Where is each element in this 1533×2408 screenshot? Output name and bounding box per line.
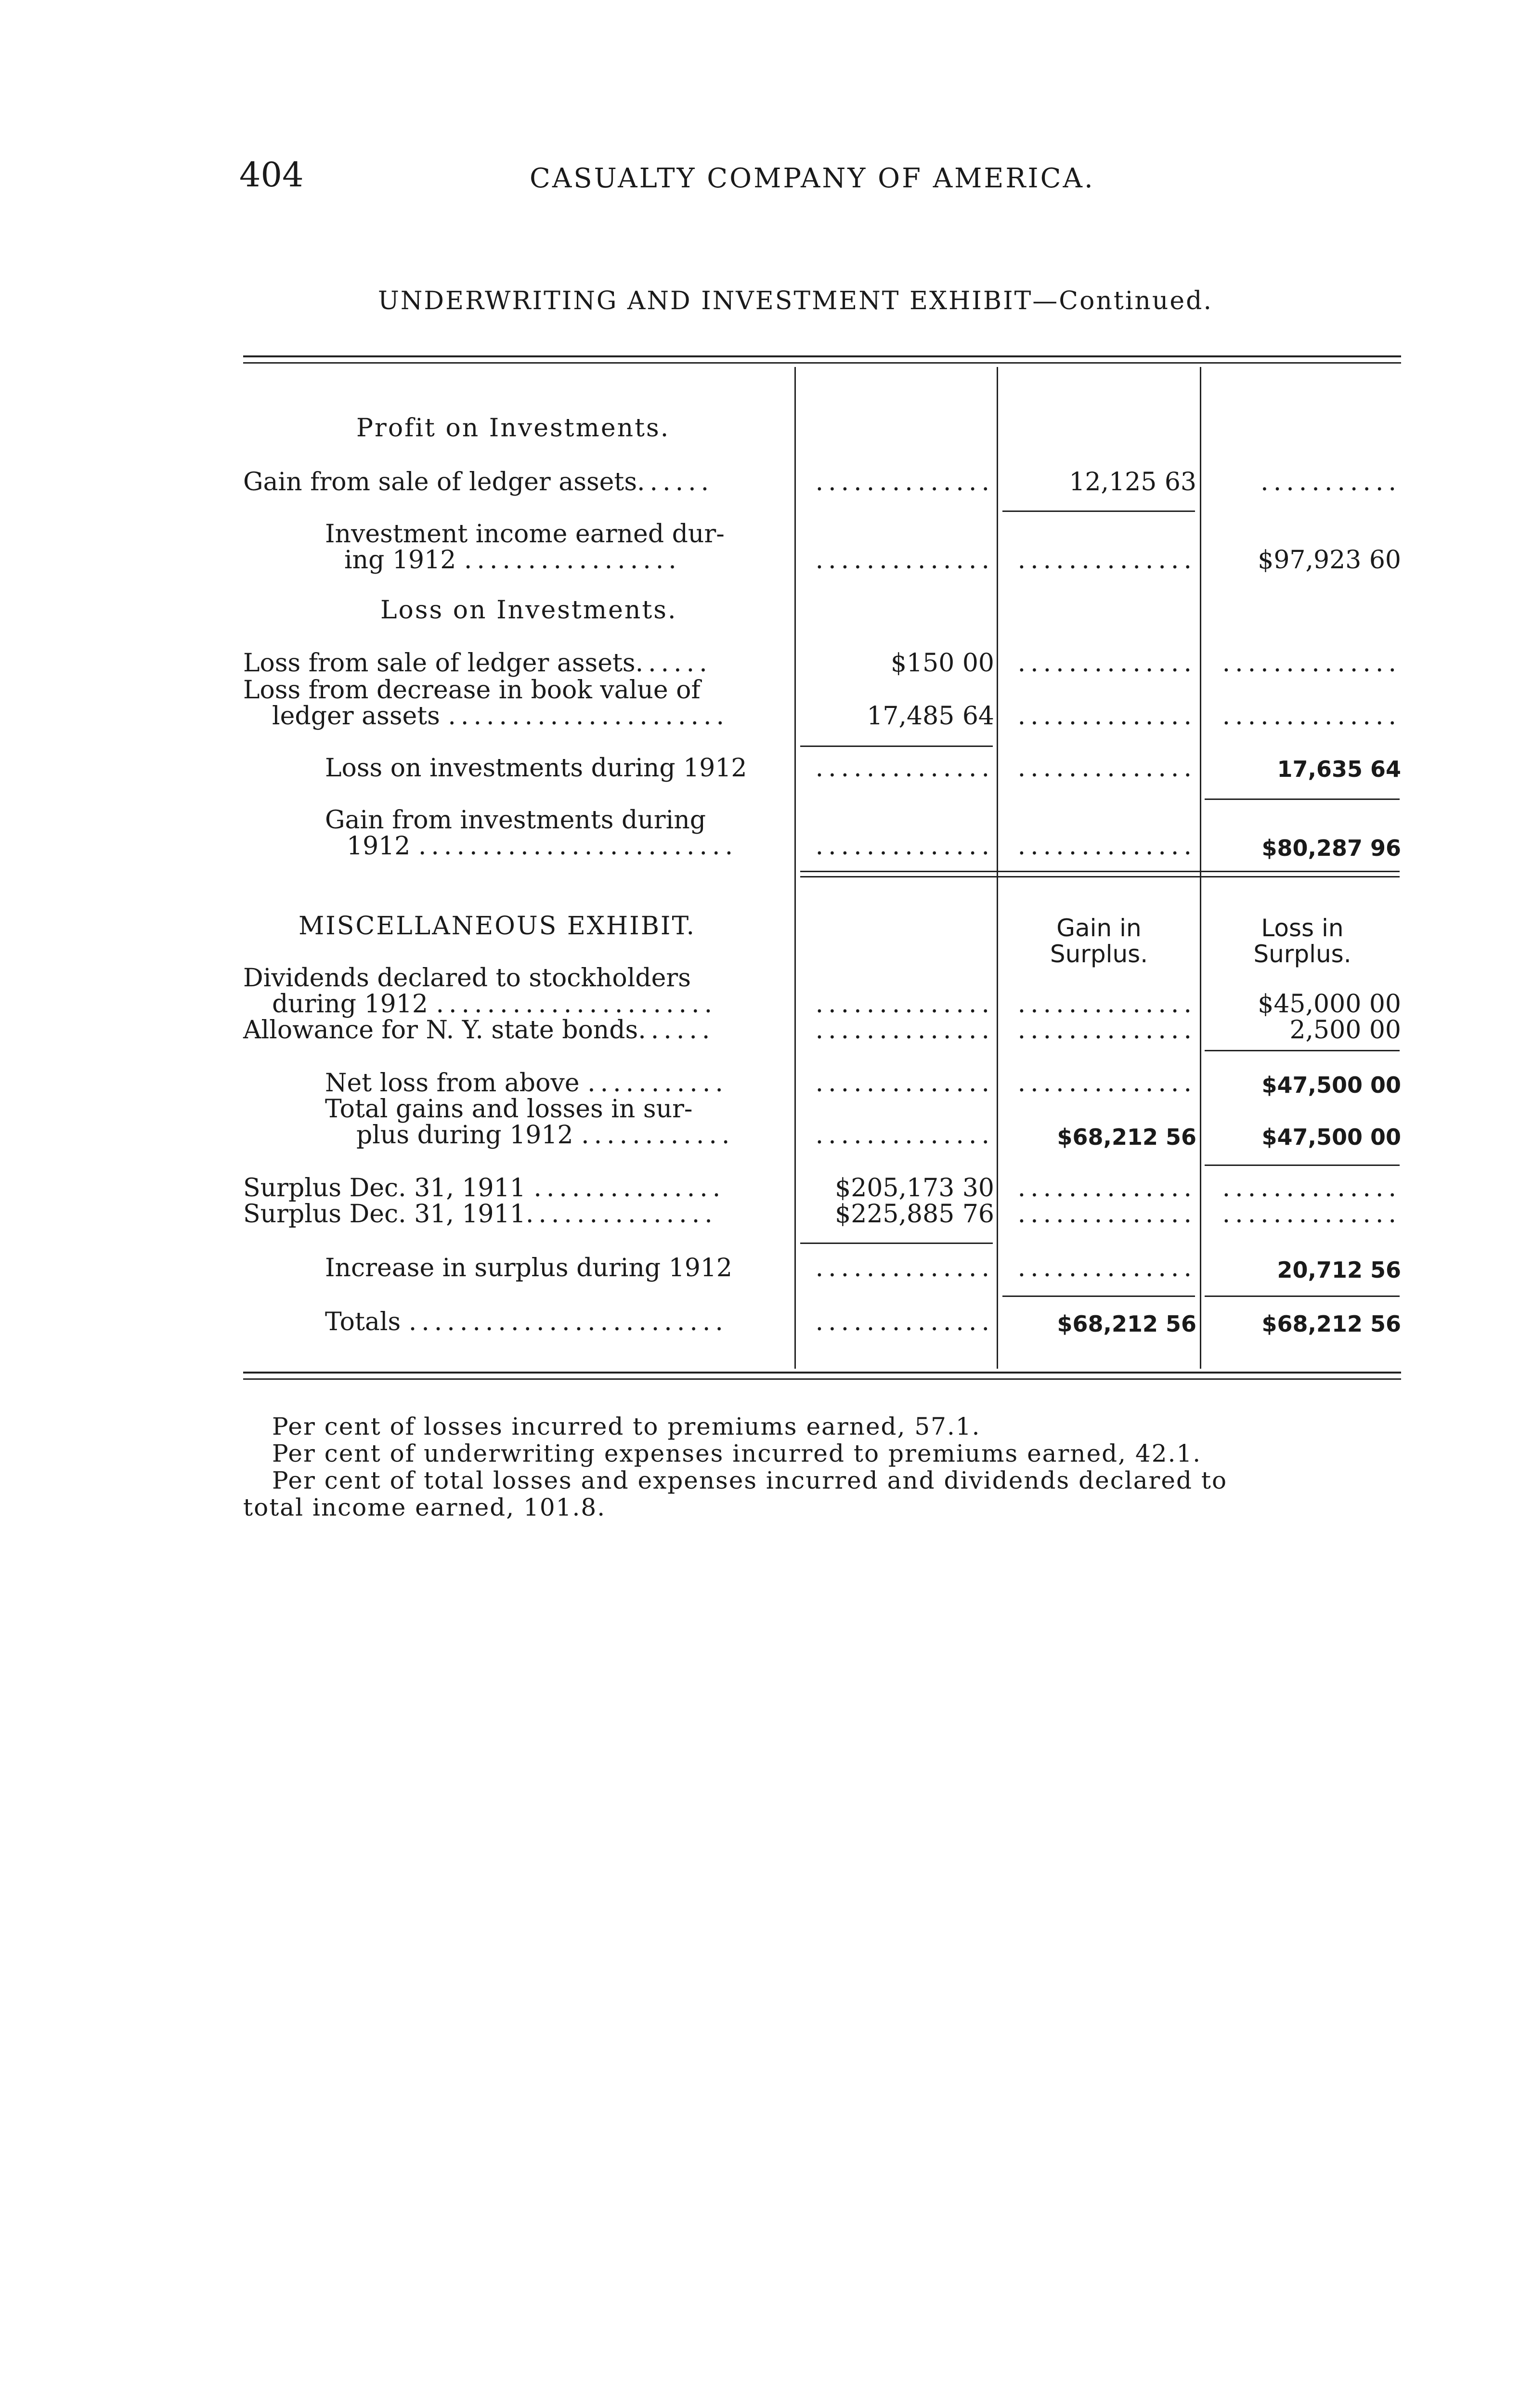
leader-dots: .............. bbox=[815, 1069, 994, 1098]
leader-dots: .............. bbox=[815, 754, 994, 783]
leader-dots: .............. bbox=[1017, 1174, 1196, 1203]
totals-gain-value: $68,212 56 bbox=[1057, 1311, 1196, 1337]
income-label-2 bbox=[344, 547, 792, 573]
leader-dots: .............. bbox=[815, 990, 994, 1019]
total-loss-label-text: Loss on investments during 1912 bbox=[325, 754, 747, 783]
leader-dots: .............. bbox=[1222, 702, 1401, 731]
column-divider-2 bbox=[997, 367, 998, 1369]
total-loss-label bbox=[325, 755, 792, 781]
leader-dots: ...... bbox=[638, 1016, 715, 1045]
leader-dots: .............. bbox=[1017, 1016, 1196, 1045]
table-top-rule-2 bbox=[243, 362, 1401, 364]
col-loss-header-1: Loss in bbox=[1261, 914, 1344, 942]
totals-label bbox=[325, 1309, 792, 1335]
subtotal-rule bbox=[1002, 510, 1195, 512]
leader-dots: .............. bbox=[1222, 649, 1401, 678]
leader-dots: ......................... bbox=[418, 832, 738, 861]
total-gl-label-1: Total gains and losses in sur- bbox=[325, 1095, 693, 1124]
leader-dots: .............. bbox=[1222, 1174, 1401, 1203]
table-bottom-rule-2 bbox=[243, 1378, 1401, 1380]
surplus-2-value: $225,885 76 bbox=[835, 1200, 994, 1229]
leader-dots: .............. bbox=[815, 1016, 994, 1045]
dividends-label-2-text: during 1912 bbox=[272, 990, 428, 1019]
leader-dots: .............. bbox=[815, 1254, 994, 1283]
leader-dots: ............... bbox=[533, 1174, 726, 1203]
total-gain-value: $68,212 56 bbox=[1057, 1124, 1196, 1150]
total-gl-label-2-text: plus during 1912 bbox=[356, 1121, 573, 1150]
increase-value: 20,712 56 bbox=[1277, 1257, 1401, 1283]
leader-dots: .............. bbox=[1017, 754, 1196, 783]
decrease-label-2-text: ledger assets bbox=[272, 702, 440, 731]
loss-heading: Loss on Investments. bbox=[380, 596, 677, 625]
increase-label: Increase in surplus during 1912 bbox=[325, 1254, 732, 1283]
total-loss-value: 17,635 64 bbox=[1277, 756, 1401, 782]
table-title: UNDERWRITING AND INVESTMENT EXHIBIT—Continued. bbox=[378, 287, 1213, 315]
loss-sale-label-text: Loss from sale of ledger assets bbox=[243, 649, 636, 678]
running-head: CASUALTY COMPANY OF AMERICA. bbox=[530, 163, 1095, 194]
gain-investments-label-2-text: 1912 bbox=[347, 832, 411, 861]
leader-dots: .............. bbox=[815, 1121, 994, 1150]
gain-sale-label bbox=[243, 469, 792, 495]
leader-dots: .............. bbox=[1017, 702, 1196, 731]
subtotal-rule bbox=[1205, 1050, 1400, 1051]
leader-dots: ......................... bbox=[408, 1308, 728, 1336]
leader-dots: .............. bbox=[1017, 1200, 1196, 1229]
leader-dots: ...... bbox=[635, 649, 712, 678]
col-gain-header-2: Surplus. bbox=[1050, 940, 1148, 968]
gain-investments-value: $80,287 96 bbox=[1261, 835, 1401, 861]
profit-heading: Profit on Investments. bbox=[356, 414, 670, 443]
total-gl-label-2 bbox=[356, 1122, 792, 1148]
misc-heading: MISCELLANEOUS EXHIBIT. bbox=[299, 912, 696, 941]
leader-dots: .............. bbox=[1017, 1069, 1196, 1098]
dividends-value: $45,000 00 bbox=[1258, 990, 1401, 1019]
leader-dots: ...... bbox=[637, 468, 714, 497]
income-label-1: Investment income earned dur- bbox=[325, 520, 725, 549]
leader-dots: ...................... bbox=[436, 990, 717, 1019]
dividends-label-2 bbox=[272, 991, 792, 1017]
column-divider-3 bbox=[1200, 367, 1201, 1369]
table-bottom-rule bbox=[243, 1372, 1401, 1374]
column-divider-1 bbox=[794, 367, 796, 1369]
subtotal-rule bbox=[800, 746, 993, 747]
decrease-label-2 bbox=[272, 703, 792, 729]
subtotal-rule bbox=[1205, 798, 1400, 800]
table-top-rule bbox=[243, 355, 1401, 357]
gain-investments-label-1: Gain from investments during bbox=[325, 806, 706, 835]
gain-sale-label-text: Gain from sale of ledger assets bbox=[243, 468, 637, 497]
leader-dots: .............. bbox=[1017, 990, 1196, 1019]
income-label-2-text: ing 1912 bbox=[344, 546, 456, 575]
loss-sale-value: $150 00 bbox=[890, 649, 994, 678]
dividends-label-1: Dividends declared to stockholders bbox=[243, 964, 691, 993]
total-loss-misc-value: $47,500 00 bbox=[1261, 1124, 1401, 1150]
decrease-value: 17,485 64 bbox=[867, 702, 994, 731]
surplus-1-label bbox=[243, 1175, 792, 1201]
footnote-line-1: Per cent of losses incurred to premiums earned, 57.1. bbox=[272, 1413, 981, 1440]
footnote-line-3: Per cent of total losses and expenses incurred and dividends declared to bbox=[272, 1466, 1228, 1494]
net-loss-value: $47,500 00 bbox=[1261, 1072, 1401, 1098]
leader-dots: ............ bbox=[581, 1121, 735, 1150]
leader-dots: .............. bbox=[815, 546, 994, 575]
leader-dots: .............. bbox=[1222, 1200, 1401, 1229]
leader-dots: .............. bbox=[1017, 649, 1196, 678]
surplus-1-label-text: Surplus Dec. 31, 1911 bbox=[243, 1174, 526, 1203]
footnote-line-4: total income earned, 101.8. bbox=[243, 1493, 606, 1521]
col-gain-header-1: Gain in bbox=[1056, 914, 1142, 942]
leader-dots: ...................... bbox=[448, 702, 729, 731]
leader-dots: ........... bbox=[587, 1069, 728, 1098]
allowance-value: 2,500 00 bbox=[1289, 1016, 1401, 1045]
allowance-label bbox=[243, 1017, 792, 1043]
gain-sale-value: 12,125 63 bbox=[1069, 468, 1196, 497]
col-loss-header-2: Surplus. bbox=[1253, 940, 1351, 968]
surplus-2-label-text: Surplus Dec. 31, 1911 bbox=[243, 1200, 526, 1229]
allowance-label-text: Allowance for N. Y. state bonds bbox=[243, 1016, 638, 1045]
net-loss-label bbox=[325, 1070, 792, 1096]
leader-dots: ........... bbox=[1260, 468, 1401, 497]
leader-dots: ............... bbox=[525, 1200, 717, 1229]
footnote-line-2: Per cent of underwriting expenses incurred to premiums earned, 42.1. bbox=[272, 1440, 1202, 1467]
leader-dots: .............. bbox=[1017, 546, 1196, 575]
subtotal-rule bbox=[1205, 1296, 1400, 1297]
leader-dots: .............. bbox=[815, 1308, 994, 1336]
decrease-label-1: Loss from decrease in book value of bbox=[243, 676, 701, 705]
net-loss-label-text: Net loss from above bbox=[325, 1069, 580, 1098]
loss-sale-label bbox=[243, 650, 792, 676]
section-double-rule bbox=[800, 871, 1400, 877]
surplus-1-value: $205,173 30 bbox=[835, 1174, 994, 1203]
leader-dots: .............. bbox=[815, 832, 994, 861]
subtotal-rule bbox=[1205, 1165, 1400, 1166]
page-number: 404 bbox=[239, 155, 304, 195]
totals-loss-value: $68,212 56 bbox=[1261, 1311, 1401, 1337]
leader-dots: ................. bbox=[464, 546, 681, 575]
surplus-2-label bbox=[243, 1201, 792, 1227]
gain-investments-label-2 bbox=[347, 833, 792, 859]
leader-dots: .............. bbox=[815, 468, 994, 497]
subtotal-rule bbox=[1002, 1296, 1195, 1297]
subtotal-rule bbox=[800, 1243, 993, 1244]
income-value: $97,923 60 bbox=[1258, 546, 1401, 575]
totals-label-text: Totals bbox=[325, 1308, 401, 1336]
leader-dots: .............. bbox=[1017, 832, 1196, 861]
leader-dots: .............. bbox=[1017, 1254, 1196, 1283]
